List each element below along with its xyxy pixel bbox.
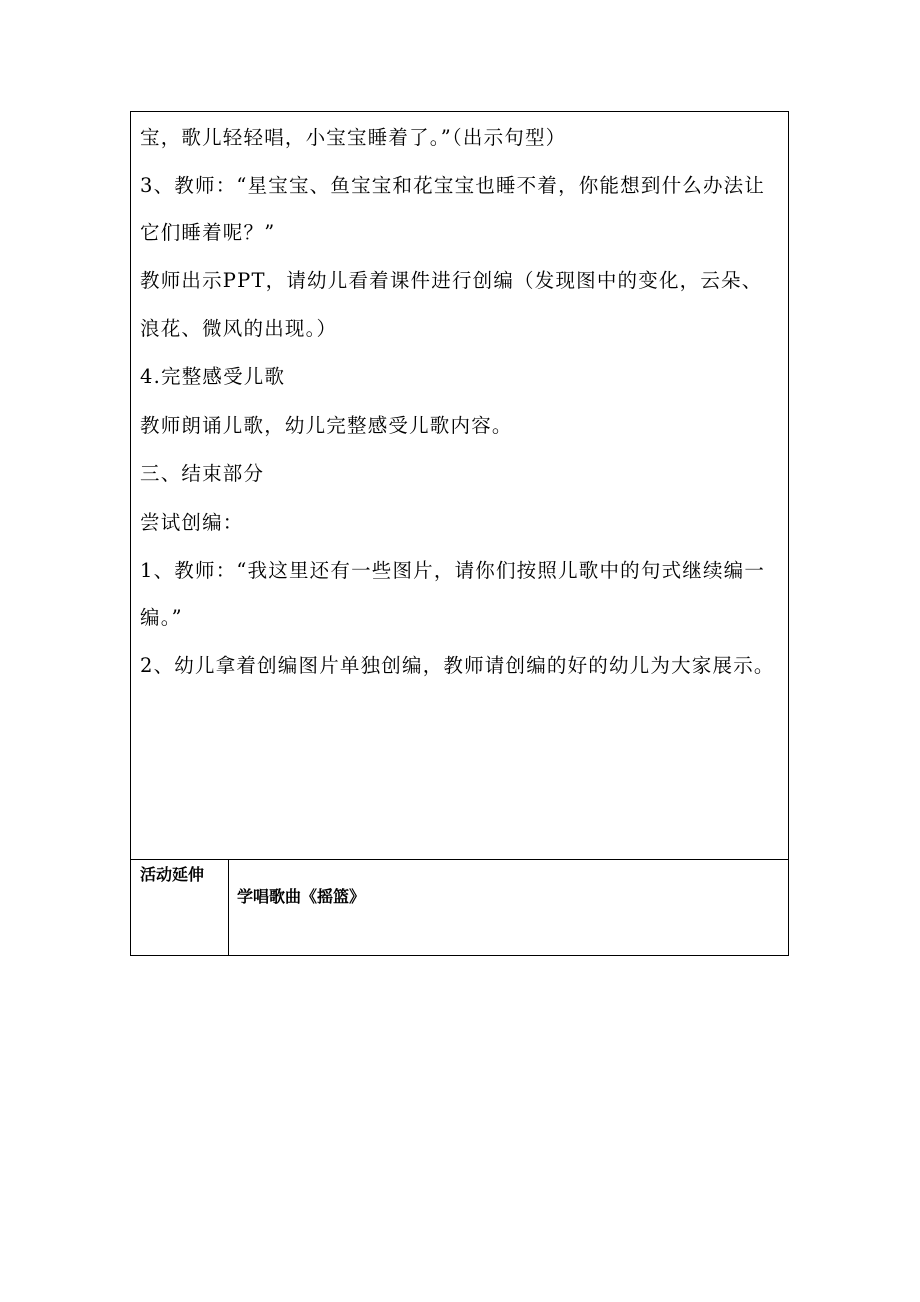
activity-process-cell: [131, 112, 788, 860]
section-heading: 三、结束部分: [140, 462, 265, 485]
extension-value-cell: [229, 860, 788, 955]
text-line: 1、教师：“我这里还有一些图片，请你们按照儿歌中的句式继续编一: [140, 559, 766, 582]
text-line: 它们睡着呢？”: [140, 221, 276, 244]
text-line: 浪花、微风的出现。）: [140, 317, 338, 340]
text-line: 尝试创编：: [140, 511, 244, 534]
extension-label: 活动延伸: [140, 865, 205, 884]
text-line: 编。”: [140, 606, 183, 629]
text-line: 2、幼儿拿着创编图片单独创编，教师请创编的好的幼儿为大家展示。: [140, 654, 775, 677]
lesson-plan-table: [130, 111, 789, 956]
text-line: 3、教师：“星宝宝、鱼宝宝和花宝宝也睡不着，你能想到什么办法让: [140, 174, 766, 197]
extension-label-cell: [131, 860, 229, 955]
text-line: 4.完整感受儿歌: [140, 365, 286, 388]
text-line: 教师出示PPT，请幼儿看着课件进行创编（发现图中的变化，云朵、: [140, 269, 763, 292]
text-line: 教师朗诵儿歌，幼儿完整感受儿歌内容。: [140, 414, 513, 437]
extension-value: 学唱歌曲《摇篮》: [237, 887, 366, 906]
text-line: 宝，歌儿轻轻唱，小宝宝睡着了。”（出示句型）: [140, 126, 567, 149]
